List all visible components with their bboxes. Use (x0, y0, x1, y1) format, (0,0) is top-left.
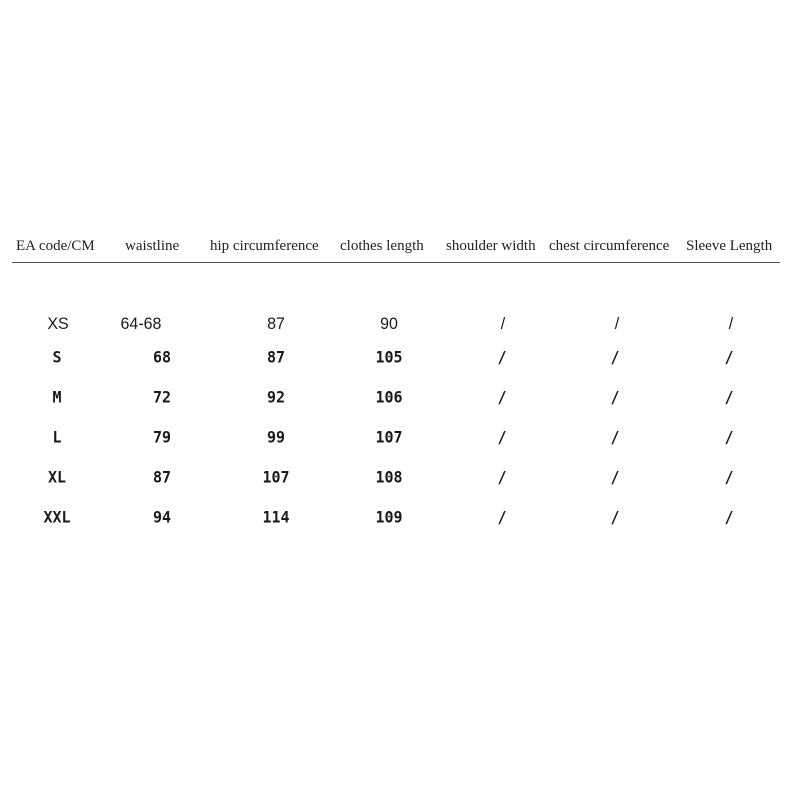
cell-size: XL (47, 467, 67, 487)
cell-hip: 107 (262, 467, 290, 487)
cell-chest-circumference: / (610, 347, 620, 367)
cell-waistline: 72 (152, 387, 172, 407)
cell-sleeve-length: / (724, 507, 734, 527)
cell-shoulder-width: / (500, 315, 506, 334)
cell-size: XS (47, 315, 69, 334)
cell-hip: 87 (266, 347, 286, 367)
cell-waistline: 87 (152, 467, 172, 487)
cell-hip: 114 (262, 507, 290, 527)
header-divider (12, 262, 780, 263)
cell-size: M (52, 387, 62, 407)
cell-chest-circumference: / (610, 467, 620, 487)
cell-shoulder-width: / (497, 507, 507, 527)
table-row (0, 502, 800, 532)
cell-size: L (52, 427, 62, 447)
cell-chest-circumference: / (610, 507, 620, 527)
cell-hip: 87 (267, 315, 285, 334)
cell-clothes-length: 106 (375, 387, 403, 407)
cell-sleeve-length: / (724, 467, 734, 487)
cell-waistline: 68 (152, 347, 172, 367)
table-row (0, 382, 800, 412)
cell-clothes-length: 107 (375, 427, 403, 447)
table-row (0, 422, 800, 452)
header-shoulder-width: shoulder width (446, 238, 536, 254)
cell-size: XXL (43, 507, 71, 527)
cell-clothes-length: 90 (380, 315, 398, 334)
table-row (0, 462, 800, 492)
header-clothes-length: clothes length (340, 238, 424, 254)
cell-shoulder-width: / (497, 427, 507, 447)
header-chest-circumference: chest circumference (549, 238, 670, 254)
cell-clothes-length: 109 (375, 507, 403, 527)
cell-clothes-length: 105 (375, 347, 403, 367)
cell-clothes-length: 108 (375, 467, 403, 487)
cell-sleeve-length: / (728, 315, 734, 334)
table-row (0, 310, 800, 340)
header-sleeve-length: Sleeve Length (686, 238, 773, 254)
header-hip-circumference: hip circumference (210, 238, 319, 254)
table-row (0, 342, 800, 372)
table-header-row (0, 233, 800, 259)
cell-shoulder-width: / (497, 347, 507, 367)
header-ea-code: EA code/CM (16, 238, 95, 254)
header-waistline: waistline (125, 238, 180, 254)
cell-sleeve-length: / (724, 387, 734, 407)
cell-shoulder-width: / (497, 467, 507, 487)
cell-chest-circumference: / (614, 315, 620, 334)
cell-waistline: 94 (152, 507, 172, 527)
cell-hip: 92 (266, 387, 286, 407)
cell-waistline: 79 (152, 427, 172, 447)
cell-sleeve-length: / (724, 427, 734, 447)
cell-chest-circumference: / (610, 387, 620, 407)
cell-sleeve-length: / (724, 347, 734, 367)
cell-shoulder-width: / (497, 387, 507, 407)
cell-chest-circumference: / (610, 427, 620, 447)
cell-hip: 99 (266, 427, 286, 447)
cell-size: S (52, 347, 62, 367)
cell-waistline: 64-68 (120, 315, 162, 334)
